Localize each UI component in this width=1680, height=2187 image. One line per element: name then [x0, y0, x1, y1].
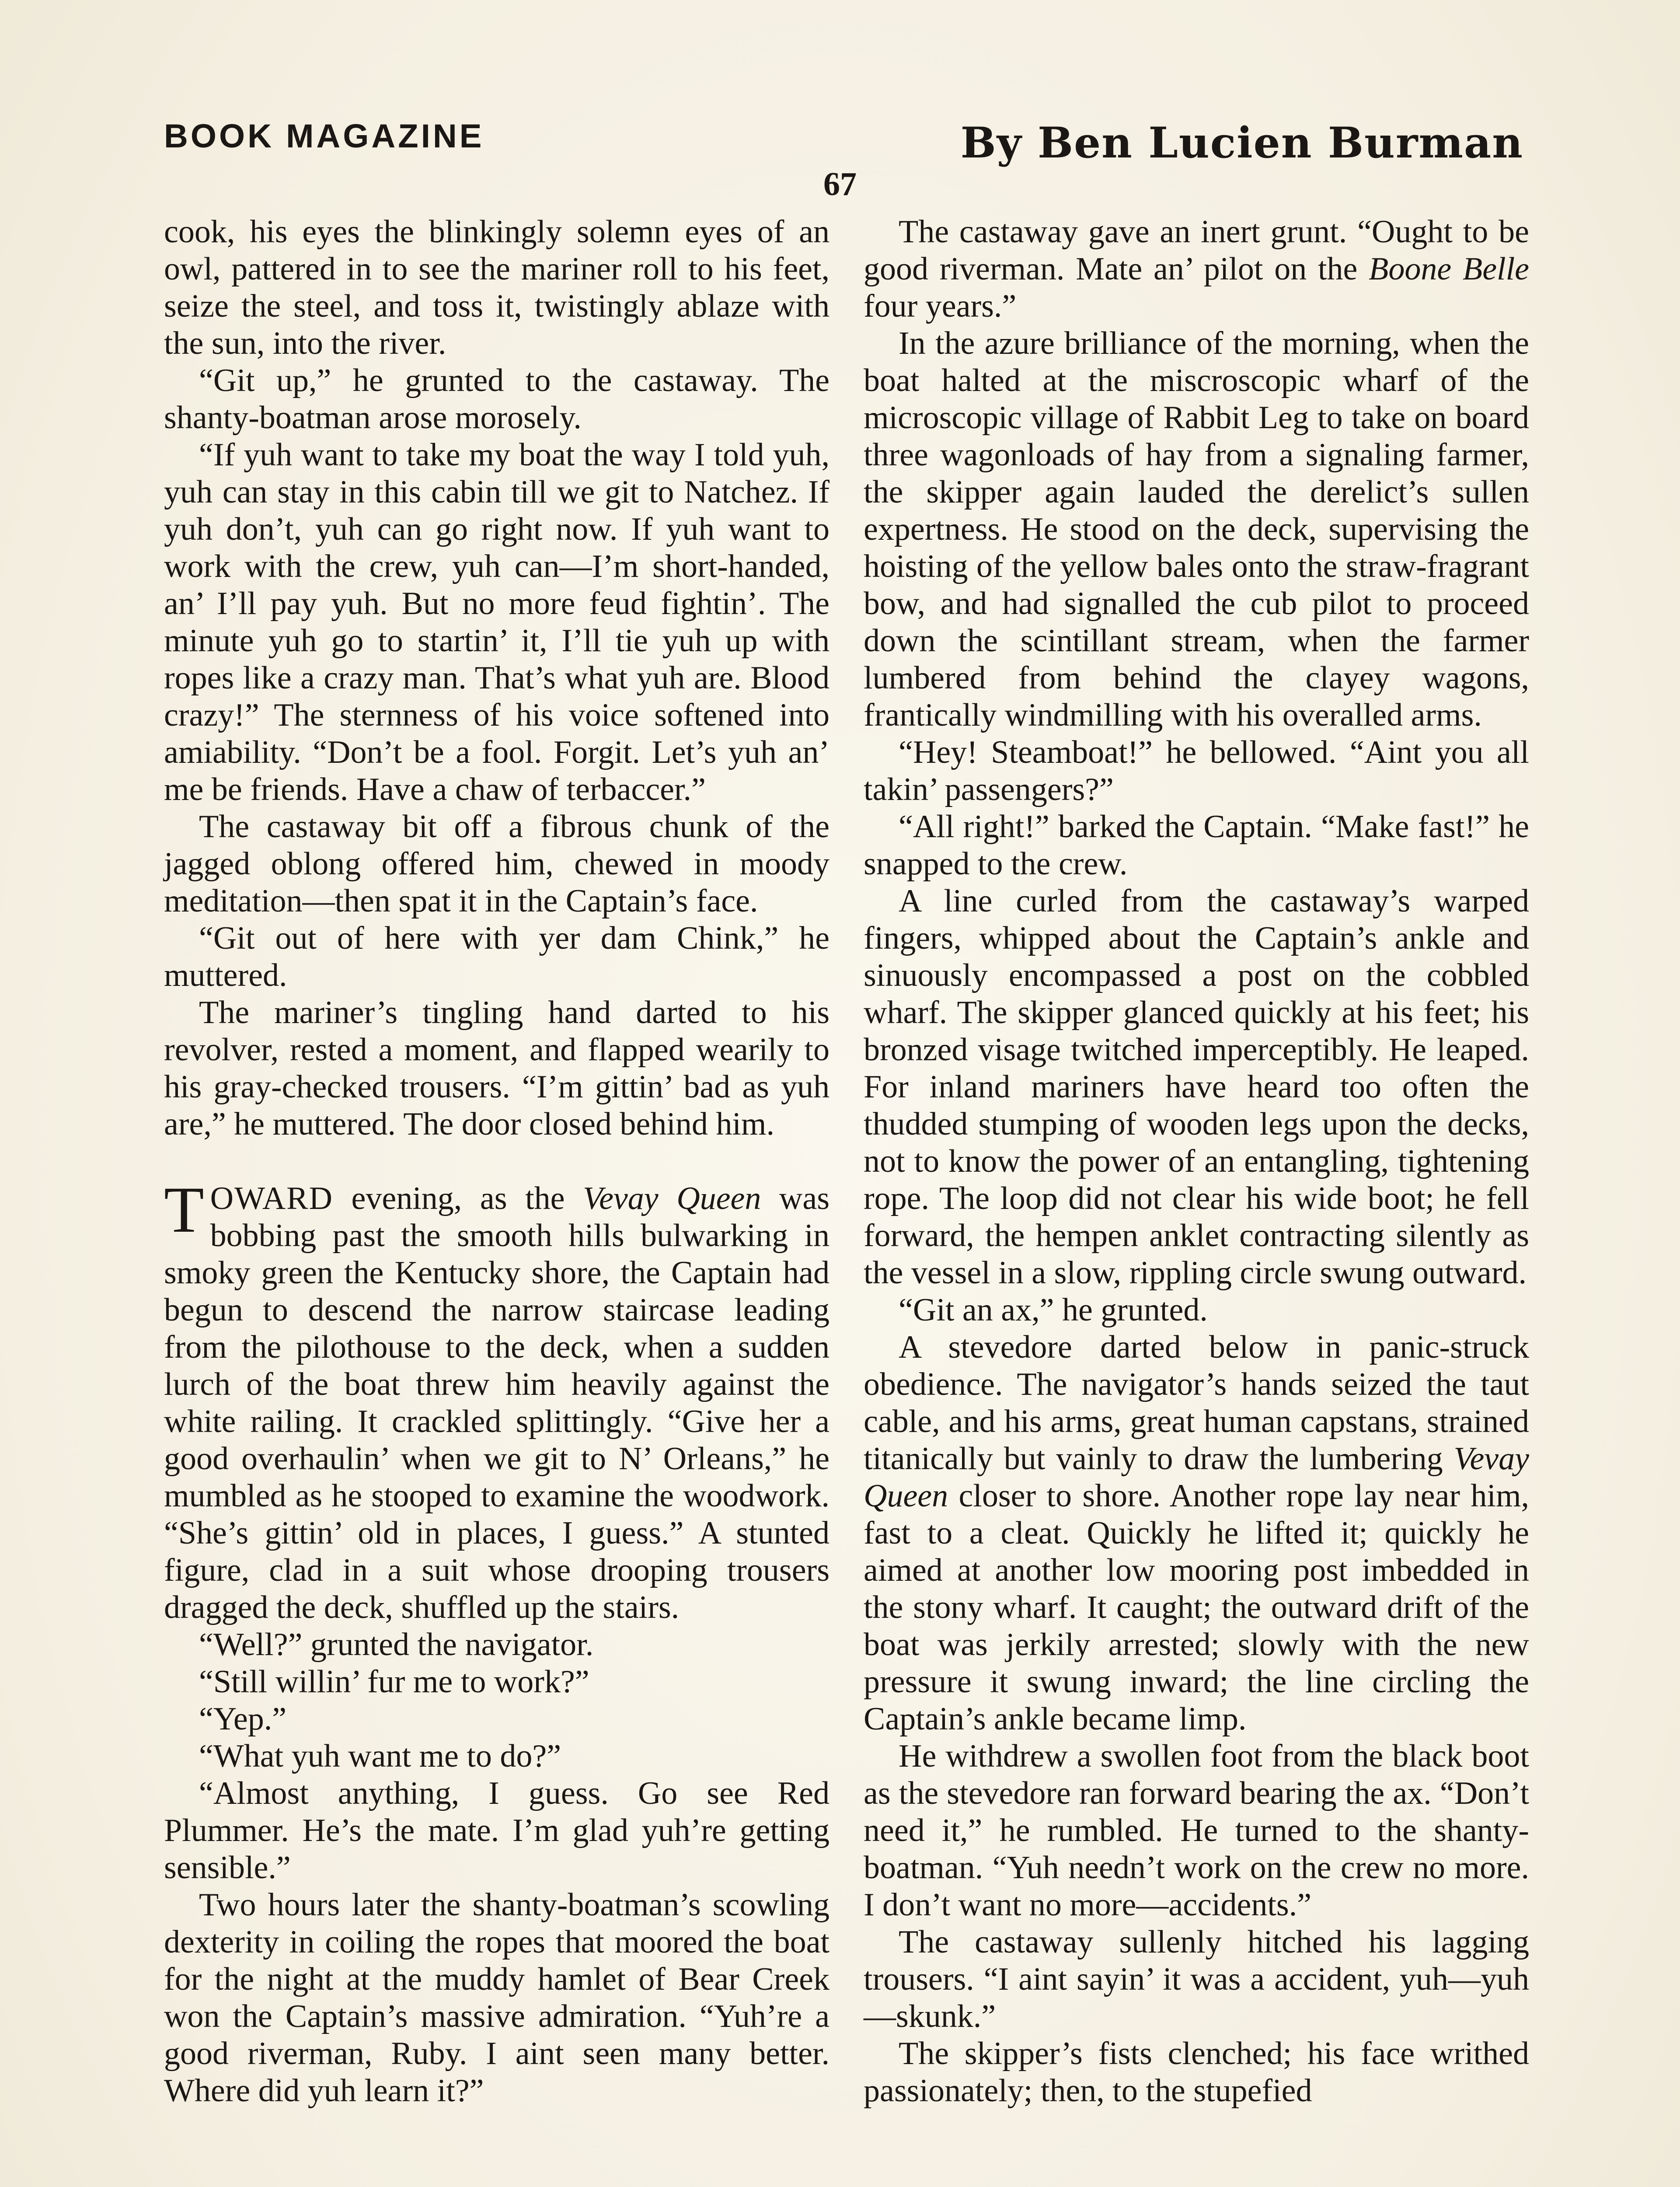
text-run: A stevedore darted below in panic-struck obedience. The navigator’s hands seized the taut cable, and his arms, great human capstans, strained titanically but vainly to draw the lumbering — [864, 1329, 1529, 1477]
paragraph: “Git an ax,” he grunted. — [899, 1292, 1208, 1328]
paragraph — [864, 213, 1529, 325]
paragraph: “Yep.” — [199, 1701, 287, 1737]
paragraph — [864, 1329, 1529, 1738]
right-column — [864, 213, 1529, 2110]
paragraph: “Well?” grunted the navigator. — [199, 1627, 594, 1663]
paragraph: Two hours later the shanty-boatman’s scowling dexterity in coiling the ropes that moored the boat for the night at the muddy hamlet of Bear Creek won the Captain’s massive admiration. “Yuh’re a good riverman, Ruby. I aint seen many better. Where did yuh learn it?” — [164, 1887, 830, 2109]
text-run: was bobbing past the smooth hills bulwarking in smoky green the Kentucky shore, the Captain had begun to descend the narrow staircase leading from the pilothouse to the deck, when a sudden lurch of the boat threw him heavily against the white railing. It crackled splittingly. “Give her a good overhaulin’ when we git to N’ Orleans,” he mumbled as he stooped to examine the woodwork. “She’s gittin’ old in places, I guess.” A stunted figure, clad in a suit whose drooping trousers dragged the deck, shuffled up the stairs. — [164, 1181, 830, 1625]
paragraph: A line curled from the castaway’s warped fingers, whipped about the Captain’s ankle and sinuously encompassed a post on the cobbled wharf. The skipper glanced quickly at his feet; his bronzed visage twitched imperceptibly. He leaped. For inland mariners have heard too often the thudded stumping of wooden legs upon the decks, not to know the power of an entangling, tightening rope. The loop did not clear his wide boot; he fell forward, the hempen anklet contracting silently as the vessel in a slow, rippling circle swung outward. — [864, 883, 1529, 1291]
paragraph: He withdrew a swollen foot from the black boot as the stevedore ran forward bearing the ax. “Don’t need it,” he rumbled. He turned to the shanty-boatman. “Yuh needn’t work on the crew no more. I don’t want no more—accidents.” — [864, 1738, 1529, 1923]
paragraph: “Git up,” he grunted to the castaway. The shanty-boatman arose morosely. — [164, 363, 830, 436]
text-run: evening, as the — [333, 1181, 583, 1216]
boat-name: Boone Belle — [1369, 251, 1530, 287]
paragraph: The castaway sullenly hitched his lagging trousers. “I aint sayin’ it was a accident, yuh—yuh—skunk.” — [864, 1924, 1529, 2034]
small-caps-lead: OWARD — [210, 1181, 333, 1216]
paragraph: “What yuh want me to do?” — [199, 1738, 561, 1774]
text-run: closer to shore. Another rope lay near him, fast to a cleat. Quickly he lifted it; quickly he aimed at another low mooring post imbedded in the stony wharf. It caught; the outward drift of the boat was jerkily arrested; slowly with the new pressure it swung inward; the line circling the Captain’s ankle became limp. — [864, 1478, 1529, 1737]
paragraph: cook, his eyes the blinkingly solemn eyes of an owl, pattered in to see the mariner roll to his feet, seize the steel, and toss it, twistingly ablaze with the sun, into the river. — [164, 214, 830, 361]
paragraph: “Almost anything, I guess. Go see Red Plummer. He’s the mate. I’m glad yuh’re getting sensible.” — [164, 1775, 830, 1886]
boat-name: Vevay Queen — [583, 1181, 761, 1216]
paragraph-section-start — [164, 1174, 830, 1626]
text-run: four years.” — [864, 288, 1017, 324]
author-byline: By Ben Lucien Burman — [960, 118, 1523, 168]
section-break — [164, 1143, 830, 1180]
magazine-title: BOOK MAGAZINE — [164, 118, 484, 155]
paragraph: “All right!” barked the Captain. “Make fast!” he snapped to the crew. — [864, 809, 1529, 882]
text-run: The castaway gave an inert grunt. “Ought to be good riverman. Mate an’ pilot on the — [864, 214, 1529, 287]
paragraph: “Hey! Steamboat!” he bellowed. “Aint you all takin’ passengers?” — [864, 734, 1529, 807]
paragraph: In the azure brilliance of the morning, when the boat halted at the miscroscopic wharf of the microscopic village of Rabbit Leg to take on board three wagonloads of hay from a signaling farmer, the skipper again lauded the derelict’s sullen expertness. He stood on the deck, supervising the hoisting of the yellow bales onto the straw-fragrant bow, and had signalled the cub pilot to proceed down the scintillant stream, when the farmer lumbered from behind the clayey wagons, frantically windmilling with his overalled arms. — [864, 325, 1529, 733]
paragraph: The mariner’s tingling hand darted to his revolver, rested a moment, and flapped wearily to his gray-checked trousers. “I’m gittin’ bad as yuh are,” he muttered. The door closed behind him. — [164, 995, 830, 1142]
paragraph: “Git out of here with yer dam Chink,” he muttered. — [164, 920, 830, 993]
boat-name: Vevay Queen — [864, 1441, 1529, 1514]
paragraph: “If yuh want to take my boat the way I told yuh, yuh can stay in this cabin till we git to Natchez. If yuh don’t, yuh can go right now. If yuh want to work with the crew, yuh can—I’m short-handed, an’ I’ll pay yuh. But no more feud fightin’. The minute yuh go to startin’ it, I’ll tie yuh up with ropes like a crazy man. That’s what yuh are. Blood crazy!” The sternness of his voice softened into amiability. “Don’t be a fool. Forgit. Let’s yuh an’ me be friends. Have a chaw of terbaccer.” — [164, 437, 830, 807]
left-column — [164, 213, 830, 2110]
paragraph: The castaway bit off a fibrous chunk of the jagged oblong offered him, chewed in moody meditation—then spat it in the Captain’s face. — [164, 809, 830, 919]
page-number: 67 — [823, 166, 857, 203]
paragraph: “Still willin’ fur me to work?” — [199, 1664, 589, 1700]
paragraph: The skipper’s fists clenched; his face writhed passionately; then, to the stupefied — [864, 2036, 1529, 2109]
drop-cap: T — [164, 1174, 204, 1246]
